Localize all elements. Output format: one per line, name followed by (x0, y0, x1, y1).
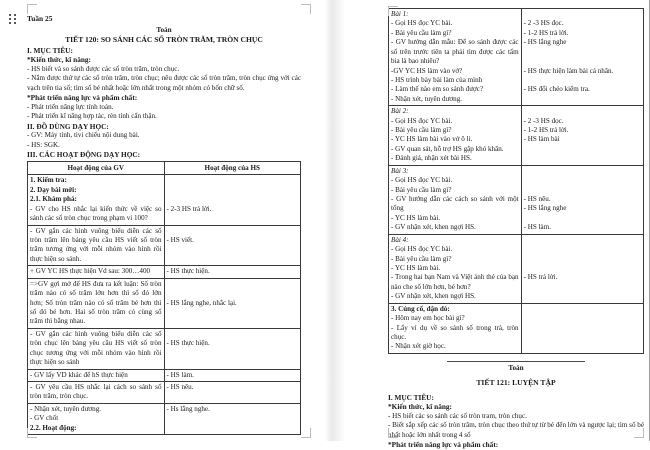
table-row (28, 403, 301, 434)
lesson-objectives (27, 46, 301, 160)
table-cell (389, 165, 522, 234)
section-heading: *Phát triển năng lực và phẩm chất: (388, 440, 499, 450)
section-heading: III. CÁC HOẠT ĐỘNG DẠY HỌC: (27, 150, 141, 160)
table-cell (389, 234, 522, 303)
table-cell (521, 106, 643, 166)
cell-line: - Lấy ví dụ về so sánh số trong trà, tròn chục. (391, 323, 519, 341)
cell-line: - Gọi HS đọc YC bài. (391, 116, 453, 125)
cell-line: - 1-2 HS trả lời. (523, 126, 569, 135)
cell-line: - Bài yêu cầu làm gì? (391, 254, 452, 263)
section-text: - HS: SGK. (27, 140, 60, 149)
table-cell (389, 9, 522, 106)
table-cell (164, 266, 301, 278)
table-cell (28, 266, 165, 278)
cell-line: - HS đổi chéo kiểm tra. (523, 85, 590, 94)
cell-line: - HS làm. (166, 370, 194, 379)
section-text: - Phát triển kĩ năng hợp tác, rèn tính cẩn thận. (27, 112, 157, 121)
cell-line: - GV nhận xét, khen ngợi HS. (391, 223, 476, 232)
table-cell (28, 328, 165, 369)
table-row (389, 9, 644, 106)
column-header-gv: Hoạt động của GV (28, 162, 165, 175)
lesson-subject: Toán (156, 25, 172, 34)
cell-line: - GV gắn các hình vuông biểu diễn các số tròn chục lên bảng yêu cầu HS viết số tròn chục tương ứng với mỗi nhóm vào hình rồi thực hiện so sánh (30, 329, 162, 367)
cell-spacer (167, 176, 299, 185)
lesson-activity-table-continued (388, 8, 644, 354)
cell-line (524, 176, 641, 185)
cell-spacer (524, 255, 641, 264)
cell-line: - GV hướng dẫn các cách so sánh với một tổng (391, 195, 519, 213)
table-cell (389, 106, 522, 166)
cell-line: - HS lắng nghe (523, 204, 567, 213)
cell-line: =>GV gợi mở để HS đưa ra kết luận: Số tròn trăm nào có số trăm lớn hơn thì số đó lớn hơn; Số tròn trăm nào có số trăm bé hơn thì số đó bé hơn. Hai số tròn trăm có cùng số trăm thì bằng nhau. (30, 279, 162, 326)
margin-corner-top-left-icon-right (388, 6, 398, 16)
cell-spacer (524, 236, 641, 245)
lesson-title: TIẾT 120: SO SÁNH CÁC SỐ TRÒN TRĂM, TRÒN CHỤC (65, 35, 263, 45)
table-cell (164, 381, 301, 403)
cell-spacer (524, 245, 641, 254)
table-row (389, 303, 644, 353)
section-heading: I. MỤC TIÊU: (27, 45, 73, 55)
table-cell (164, 369, 301, 381)
table-cell (164, 175, 301, 225)
table-row (389, 234, 644, 303)
section-break-divider (447, 361, 585, 362)
cell-line (524, 57, 641, 66)
table-cell (28, 369, 165, 381)
margin-corner-top-left-icon (27, 4, 37, 14)
cell-line: - GV yêu cầu HS nhắc lại cách so sánh số tròn trăm, tròn chục. (30, 382, 162, 401)
cell-spacer (167, 227, 299, 236)
section-text: - HS biết các so sánh các số tròn tram, tròn chục. (388, 411, 527, 420)
cell-line: - HS thực hiện. (166, 267, 210, 276)
cell-line: - Nhận xét, tuyên dương. (391, 94, 463, 103)
cell-line: - HS lắng nghe, nhắc lại. (166, 298, 237, 307)
cell-spacer (167, 289, 299, 298)
lesson-activity-table (27, 161, 301, 435)
cell-line: - Gọi HS đọc YC bài. (391, 176, 453, 185)
cell-line: - GV nhận xét, khen ngợi HS. (391, 292, 476, 301)
table-row (389, 165, 644, 234)
cell-spacer (524, 107, 641, 116)
table-cell (28, 381, 165, 403)
table-cell (164, 225, 301, 266)
table-row (28, 278, 301, 328)
cell-line: - GV gắn các hình vuông biểu diễn các số tròn trăm lên bảng yêu cầu HS viết số tròn trăm tương ứng với mỗi nhóm vào hình rồi thực hiện so sánh. (30, 226, 162, 263)
page-right (345, 0, 650, 450)
section-text: - HS biết và so sánh được các số tròn trăm, tròn chục. (27, 64, 180, 73)
cell-line: - Hôm nay em học bài gì? (391, 314, 465, 323)
table-header-row (28, 162, 301, 175)
cell-line (524, 186, 641, 195)
cell-spacer (167, 330, 299, 339)
cell-spacer (167, 195, 299, 204)
table-row (28, 175, 301, 225)
table-cell (521, 165, 643, 234)
table-cell (164, 278, 301, 328)
margin-corner-bottom-right-icon-right (634, 428, 644, 438)
table-cell (28, 403, 165, 434)
page-gutter (325, 0, 345, 441)
table-cell (28, 175, 165, 225)
cell-line: - HS thực hiện làm bài cá nhân. (523, 66, 614, 75)
cell-line: - Bài yêu cầu làm gì? (391, 126, 452, 135)
cell-line: - GV chốt (30, 414, 59, 423)
cell-line: Bài 3: (391, 166, 409, 175)
section-heading: *Phát triển năng lực và phẩm chất: (27, 93, 138, 103)
section-heading: *Kiến thức, kĩ năng: (27, 55, 91, 65)
margin-tick-marks (9, 14, 19, 30)
table-row (28, 381, 301, 403)
cell-spacer (167, 186, 299, 195)
table-cell (164, 328, 301, 369)
cell-line (524, 48, 641, 57)
cell-line: - Gọi HS đọc YC bài. (391, 19, 453, 28)
cell-line: Bài 1: (391, 10, 409, 18)
cell-line: - HS nêu. (523, 195, 551, 204)
cell-line: - GV lấy VD khác để hS thực hiện (30, 370, 128, 379)
cell-line: -GV YC HS làm vào vở? (391, 66, 463, 75)
section-text: - Phát triển năng lực tính toán. (27, 102, 114, 111)
cell-line: - 2 -3 HS đọc. (523, 19, 564, 28)
table-cell (28, 225, 165, 266)
cell-line: - Bài yêu cầu làm gì? (391, 28, 452, 37)
cell-line: - Nhận xét giờ học. (391, 342, 446, 351)
section-heading: I. MỤC TIÊU: (388, 392, 434, 402)
cell-line: Bài 2: (391, 107, 409, 116)
table-cell (389, 303, 522, 353)
cell-line: - 2-3 HS trả lời. (166, 204, 212, 213)
table-cell (28, 278, 165, 328)
column-header-hs: Hoạt động của HS (164, 162, 301, 175)
section-heading: *Kiến thức, kĩ năng: (388, 402, 452, 412)
margin-corner-bottom-right-icon (301, 428, 311, 438)
table-body (28, 175, 301, 435)
table-body-continued (389, 9, 644, 354)
table-cell (521, 9, 643, 106)
page-left (0, 0, 325, 441)
next-lesson-title: TIẾT 121: LUYỆN TẬP (476, 378, 556, 388)
table-cell (521, 303, 643, 353)
cell-line: - GV quan sát, hỗ trợ HS gặp khó khăn. (391, 144, 504, 153)
margin-corner-top-right-icon (301, 4, 311, 14)
cell-line (524, 214, 641, 223)
cell-line: - Hs lắng nghe. (166, 404, 210, 413)
cell-line: - Gọi HS đọc YC bài. (391, 245, 453, 254)
cell-spacer (524, 167, 641, 176)
margin-corner-bottom-left-icon-right (388, 428, 398, 438)
cell-line: - HS làm. (523, 223, 551, 232)
cell-line: - Bài yêu cầu làm gì? (391, 185, 452, 194)
section-heading: II. ĐỒ DÙNG DẠY HỌC: (27, 121, 109, 131)
cell-spacer (524, 10, 641, 19)
next-lesson-objectives (388, 393, 644, 450)
cell-line: - HS nêu. (166, 382, 194, 391)
margin-corner-bottom-left-icon (27, 428, 37, 438)
section-text: - Biết sắp xếp các số tròn trăm, tròn chục theo thứ tự từ bé đến lớn và ngược lại; tìm số bé nhất hoặc lớn nhất trong 4 số (388, 421, 644, 439)
cell-line: 2.1. Khám phá: (30, 195, 77, 204)
cell-spacer (524, 264, 641, 273)
table-cell (521, 234, 643, 303)
cell-line: 3. Củng cố, dặn dò: (391, 304, 450, 313)
cell-line: - YC HS làm bài. (391, 263, 441, 272)
table-row (389, 106, 644, 166)
cell-line: - HS làm bài (523, 135, 560, 144)
cell-line: - YC HS làm bài vào vở ô li. (391, 135, 473, 144)
cell-line: 2.2. Hoạt động: (30, 423, 77, 432)
cell-line: - Nhận xét, tuyên dương. (30, 404, 102, 413)
cell-spacer (167, 280, 299, 289)
table-cell (164, 403, 301, 434)
cell-line: 1. Kiểm tra: (30, 176, 67, 185)
table-row (28, 328, 301, 369)
cell-line: - 1-2 HS trả lời. (523, 28, 569, 37)
cell-line: - 2 -3 HS đọc. (523, 116, 564, 125)
cell-line: - Làm thế nào em so sánh được? (391, 85, 484, 94)
document-header-week: Tuần 25 (27, 14, 53, 23)
cell-line: 2. Dạy bài mới: (30, 185, 77, 194)
cell-line: - HS thực hiện. (166, 339, 210, 348)
table-row (28, 225, 301, 266)
cell-line: - HS lắng nghe (523, 38, 567, 47)
cell-line: - HS trả lời. (523, 273, 558, 282)
section-text: - Nắm được thứ tự các số tròn trăm, tròn chục; nêu được các số tròn trăm, tròn chục ứng với các vạch trên tia số; tìm số bé nhất hoặc lớn nhất trong một nhóm có bốn chữ số. (27, 74, 301, 92)
cell-line: - YC HS làm bài. (391, 213, 441, 222)
cell-line: - Đánh giá, nhận xét bài HS. (391, 154, 472, 163)
section-text: - GV: Máy tính, tivi chiếu nội dung bài. (27, 131, 140, 140)
cell-line: - Trong hai bạn Nam và Việt ảnh thẻ của bạn nào che số lớn hơn, bé hơn? (391, 273, 519, 291)
table-row (28, 369, 301, 381)
cell-line: - HS viết. (166, 236, 194, 245)
cell-line (524, 76, 641, 85)
cell-line: Bài 4: (391, 235, 409, 244)
cell-line: - HS trình bày bài làm của mình (391, 75, 483, 84)
cell-line: - GV cho HS nhắc lại kiến thức về việc so sánh các số tròn chục trong phạm vi 100? (30, 204, 162, 223)
cell-line: + GV YC HS thực hiện Vd sau: 300…400 (30, 267, 151, 276)
next-lesson-subject: Toán (508, 363, 524, 372)
cell-line: - GV hướng dẫn mẫu: Để so sánh được các số trên trước tiên ta phải tìm được các tấm bia là bao nhiêu? (391, 38, 519, 66)
table-row (28, 266, 301, 278)
